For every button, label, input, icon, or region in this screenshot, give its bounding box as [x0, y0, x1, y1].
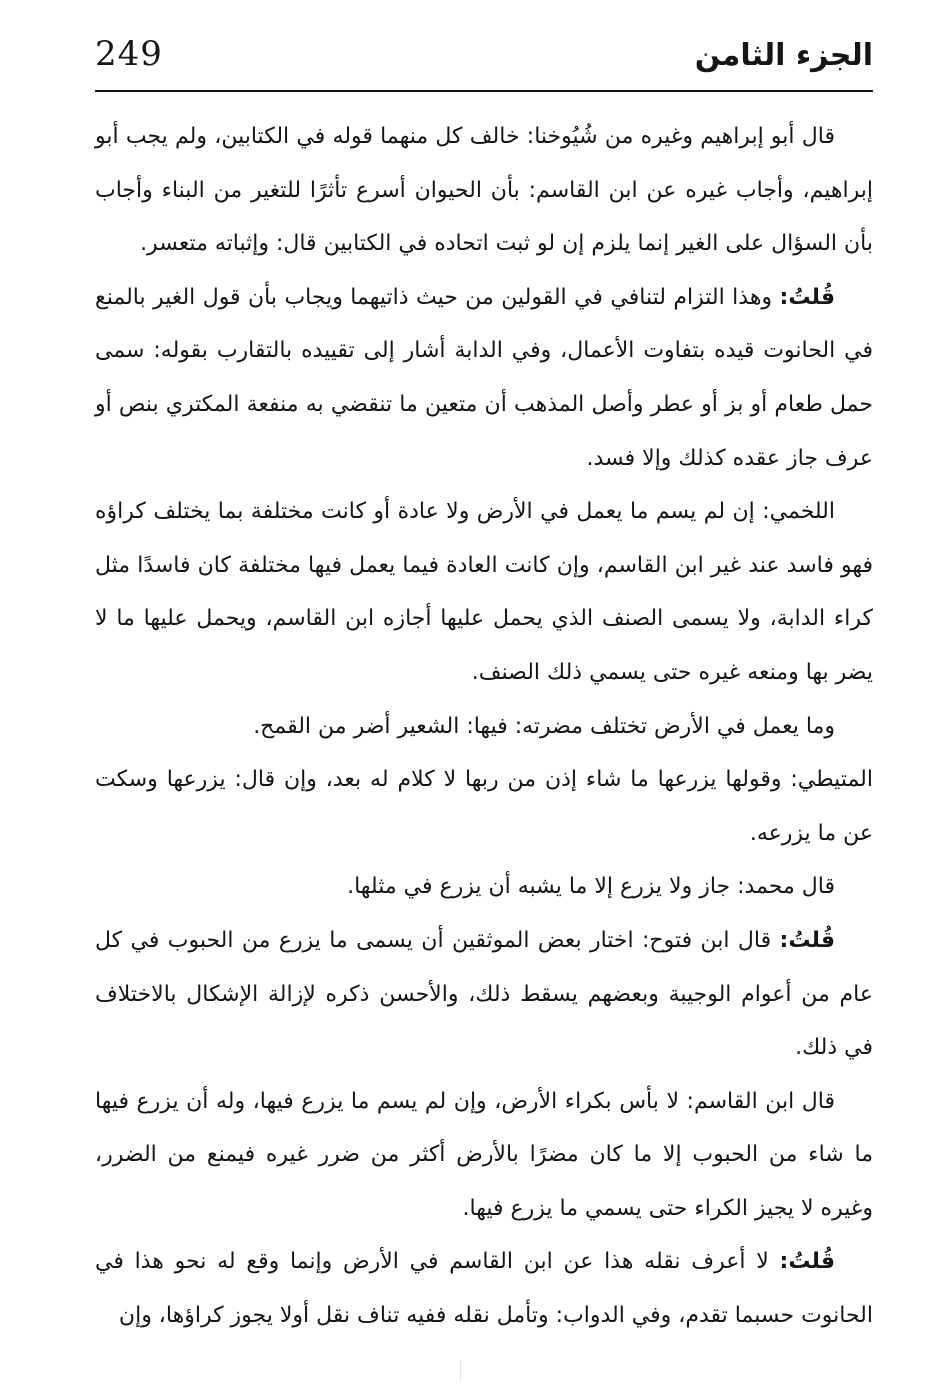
paragraph [95, 700, 873, 754]
paragraph [95, 1075, 873, 1236]
paragraph-lead: قُلتُ: [779, 927, 835, 953]
paragraph-text: اللخمي: إن لم يسم ما يعمل في الأرض ولا عادة أو كانت مختلفة بما يختلف كراؤه فهو فاسد عند غير ابن القاسم، وإن كانت العادة فيما يعمل فيها مختلفة كان فاسدًا مثل كراء الدابة، ولا يسمى الصنف الذي يحمل عليها أجازه ابن القاسم، ويحمل عليها ما لا يضر بها ومنعه غيره حتى يسمي ذلك الصنف. [95, 499, 873, 685]
body-text [95, 110, 873, 1343]
paragraph [95, 1235, 873, 1342]
paragraph [95, 485, 873, 699]
paragraph-text: قال أبو إبراهيم وغيره من شُيُوخنا: خالف كل منهما قوله في الكتابين، ولم يجب أبو إبراهيم، وأجاب غيره عن ابن القاسم: بأن الحيوان أسرع تأثرًا للتغير من البناء وأجاب بأن السؤال على الغير إنما يلزم إن لو ثبت اتحاده في الكتابين قال: وإثباته متعسر. [95, 124, 873, 257]
paragraph-text: قال محمد: جاز ولا يزرع إلا ما يشبه أن يزرع في مثلها. [347, 874, 835, 900]
paragraph [95, 914, 873, 1075]
paragraph [95, 753, 873, 860]
paragraph-text: وما يعمل في الأرض تختلف مضرته: فيها: الشعير أضر من القمح. [253, 713, 835, 739]
page-number: 249 [95, 34, 163, 74]
paragraph-text: لا أعرف نقله هذا عن ابن القاسم في الأرض وإنما وقع له نحو هذا في الحانوت حسبما تقدم، وفي الدواب: وتأمل نقله ففيه تناف نقل أولا يجوز كراؤها، وإن [95, 1249, 873, 1329]
paragraph-lead: قُلتُ: [779, 284, 835, 310]
footer-mark [460, 1360, 461, 1382]
running-title: الجزء الثامن [694, 38, 873, 73]
paragraph-text: وهذا التزام لتنافي في القولين من حيث ذاتيهما ويجاب بأن قول الغير بالمنع في الحانوت قيده بتفاوت الأعمال، وفي الدابة أشار إلى تقييده بالتقارب بقوله: سمى حمل طعام أو بز أو عطر وأصل المذهب أن متعين ما تنقضي به منفعة المكتري بنص أو عرف جاز عقده كذلك وإلا فسد. [95, 284, 873, 471]
paragraph-lead: قُلتُ: [779, 1249, 835, 1275]
paragraph-text: قال ابن فتوح: اختار بعض الموثقين أن يسمى ما يزرع من الحبوب في كل عام من أعوام الوجيبة وبعضهم يسقط ذلك، والأحسن ذكره لإزالة الإشكال بالاختلاف في ذلك. [95, 927, 873, 1061]
paragraph [95, 271, 873, 485]
page-header [95, 30, 873, 92]
header-rule [95, 90, 873, 92]
paragraph [95, 110, 873, 271]
paragraph-text: قال ابن القاسم: لا بأس بكراء الأرض، وإن لم يسم ما يزرع فيها، وله أن يزرع فيها ما شاء من الحبوب إلا ما كان مضرًا بالأرض أكثر من ضرر غيره فيمنع من الضرر، وغيره لا يجيز الكراء حتى يسمي ما يزرع فيها. [95, 1088, 873, 1221]
paragraph [95, 860, 873, 914]
paragraph-text: المتيطي: وقولها يزرعها ما شاء إذن من ربها لا كلام له بعد، وإن قال: يزرعها وسكت عن ما يزرعه. [95, 767, 873, 846]
